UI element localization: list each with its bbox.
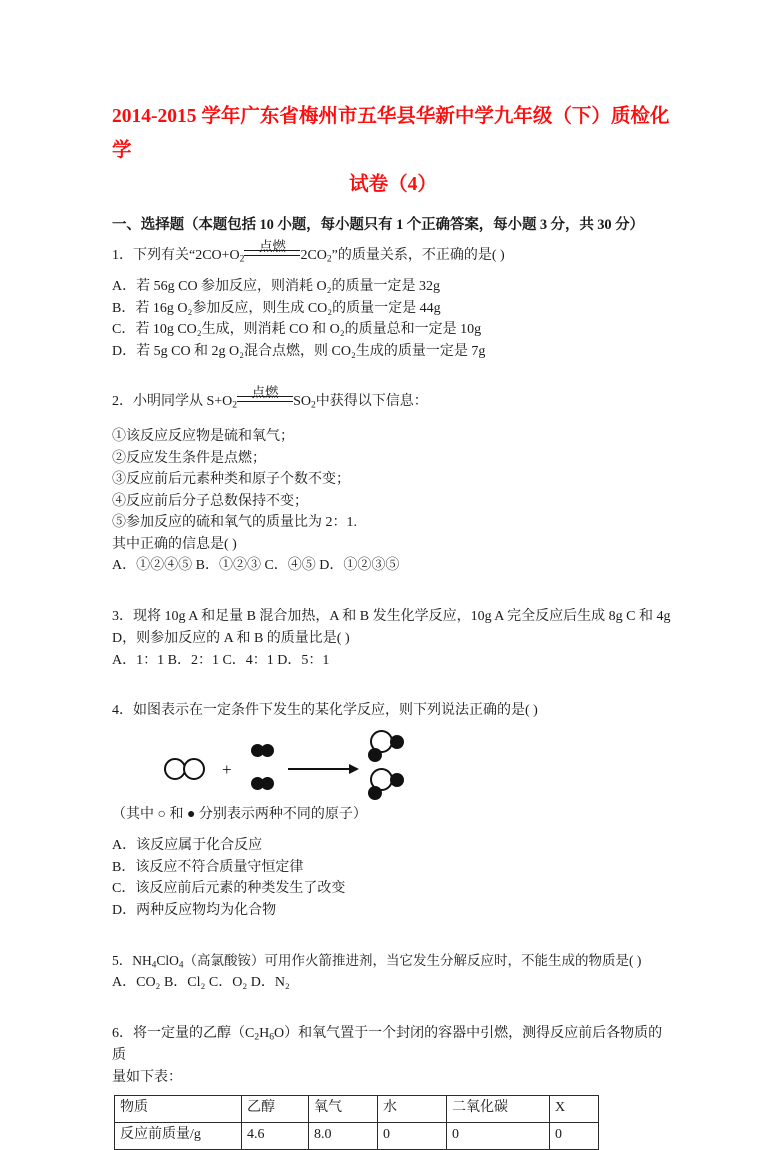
question-3 <box>112 606 674 672</box>
reaction-double-line <box>244 250 300 256</box>
question-6-stem-line-1 <box>112 1023 674 1067</box>
question-6-stem-line-2: 量如下表： <box>112 1069 182 1085</box>
question-5-stem <box>112 950 674 972</box>
substance-mass-table-wrapper <box>114 1095 674 1150</box>
question-6-sub-2: 6 <box>269 1031 274 1042</box>
question-3-number: 3． <box>112 608 133 624</box>
question-4-figure-caption: （其中 ○ 和 ● 分别表示两种不同的原子） <box>112 807 367 822</box>
question-1-stem-after: ”的质量关系，不正确的是( ) <box>331 248 505 263</box>
reaction-condition-label: 点燃 <box>258 238 286 254</box>
product-atom-solid-dot <box>390 773 404 787</box>
question-3-options: A．1：1 B．2：1 C．4：1 D．5：1 <box>112 652 330 668</box>
question-1-option-a: A．若 56g CO 参加反应，则消耗 O₂的质量一定是 32g <box>112 279 441 294</box>
product-atom-solid-dot <box>390 735 404 749</box>
reaction-double-line <box>237 396 293 402</box>
question-5-formula-part-2: ClO <box>156 953 179 968</box>
reactant-atom-solid-dot <box>261 744 274 757</box>
question-5-options: A．CO₂ B．Cl₂ C．O₂ D．N₂ <box>112 975 290 990</box>
question-1-stem-mid: 2CO <box>300 248 327 263</box>
table-header-water: 水 <box>378 1095 447 1122</box>
question-6-stem-mid-2: O）和氧气置于一个封闭的容器中引燃，测得反应前后各物质的质 <box>112 1025 663 1063</box>
question-3-stem-line-1 <box>112 606 674 628</box>
question-6 <box>112 1023 674 1150</box>
document-content <box>112 100 674 1150</box>
question-5-sub-2: 4 <box>178 959 184 970</box>
table-cell-ethanol-mass: 4.6 <box>242 1122 309 1149</box>
table-row <box>115 1122 599 1149</box>
question-2-subitem-4: ④反应前后分子总数保持不变； <box>112 493 308 509</box>
question-4-stem <box>112 700 674 722</box>
question-4-option-c: C．该反应前后元素的种类发生了改变 <box>112 881 346 896</box>
question-1-options <box>112 276 674 362</box>
table-header-carbon-dioxide: 二氧化碳 <box>447 1095 550 1122</box>
product-atom-solid-dot <box>368 748 382 762</box>
question-6-stem-before: 将一定量的乙醇（C <box>133 1025 255 1041</box>
molecular-reaction-figure <box>164 728 564 804</box>
table-cell-x-mass: 0 <box>550 1122 599 1149</box>
reaction-condition-label: 点燃 <box>251 384 279 400</box>
product-atom-solid-dot <box>368 786 382 800</box>
question-2-subitem-2: ②反应发生条件是点燃； <box>112 450 266 466</box>
table-header-ethanol: 乙醇 <box>242 1095 309 1122</box>
question-1 <box>112 238 674 362</box>
question-1-option-b: B．若 16g O₂参加反应，则生成 CO₂的质量一定是 44g <box>112 300 441 316</box>
table-row-label-mass-before: 反应前质量/g <box>115 1122 242 1149</box>
question-4-option-a: A．该反应属于化合反应 <box>112 838 263 853</box>
question-5 <box>112 950 674 994</box>
plus-sign: + <box>222 760 232 779</box>
question-4-option-d: D．两种反应物均为化合物 <box>112 902 277 918</box>
reaction-arrow-ignition <box>237 384 293 405</box>
question-3-stem-text-1: 现将 10g A 和足量 B 混合加热，A 和 B 发生化学反应，10g A 完全反应后生成 8g C 和 4g <box>133 608 671 624</box>
question-2 <box>112 384 674 577</box>
question-2-stem-before: 小明同学从 S+O <box>133 394 233 409</box>
question-1-number: 1． <box>112 248 133 263</box>
table-header-x: X <box>550 1095 599 1122</box>
reactant-atom-solid-dot <box>261 777 274 790</box>
reaction-arrow-line <box>288 768 350 770</box>
table-cell-water-mass: 0 <box>378 1122 447 1149</box>
reaction-arrow-head <box>349 764 359 774</box>
table-cell-oxygen-mass: 8.0 <box>309 1122 378 1149</box>
question-4-stem-text: 如图表示在一定条件下发生的某化学反应，则下列说法正确的是( ) <box>133 703 538 718</box>
question-2-sub-1: 2 <box>232 400 238 411</box>
table-cell-carbon-dioxide-mass: 0 <box>447 1122 550 1149</box>
section-header: 一、选择题（本题包括 10 小题，每小题只有 1 个正确答案，每小题 3 分，共 30 分） <box>112 217 644 233</box>
table-header-oxygen: 氧气 <box>309 1095 378 1122</box>
question-4-number: 4． <box>112 703 133 718</box>
question-2-subitem-1: ①该反应反应物是硫和氧气； <box>112 429 294 444</box>
question-2-subitem-5: ⑤参加反应的硫和氧气的质量比为 2：1. <box>112 515 357 530</box>
substance-mass-table <box>114 1095 599 1150</box>
table-header-substance: 物质 <box>115 1095 242 1122</box>
question-2-options: A．①②④⑤ B．①②③ C．④⑤ D．①②③⑤ <box>112 558 400 573</box>
question-2-stem-mid: SO <box>293 394 311 409</box>
reactant-atom-open-circle <box>183 758 205 780</box>
question-2-sub-2: 2 <box>310 400 316 411</box>
question-1-stem-before: 下列有关“2CO+O <box>133 248 240 263</box>
page-title <box>112 100 674 202</box>
question-6-stem-mid-1: H <box>259 1025 270 1041</box>
question-5-number: 5． <box>112 953 133 968</box>
question-4 <box>112 700 674 921</box>
question-2-subitems <box>112 426 674 534</box>
question-6-sub-1: 2 <box>254 1031 260 1042</box>
question-5-stem-rest: （高氯酸铵）可用作火箭推进剂，当它发生分解反应时，不能生成的物质是( ) <box>183 953 642 968</box>
question-6-number: 6． <box>112 1025 133 1041</box>
question-3-stem-line-2: D，则参加反应的 A 和 B 的质量比是( ) <box>112 630 350 646</box>
question-5-formula-part-1: NH <box>132 953 152 968</box>
question-1-sub-1: 2 <box>239 254 245 265</box>
table-row <box>115 1095 599 1122</box>
question-2-subitem-3: ③反应前后元素种类和原子个数不变； <box>112 472 350 487</box>
question-4-options <box>112 835 674 921</box>
question-2-number: 2． <box>112 394 133 409</box>
reaction-arrow-ignition <box>244 238 300 259</box>
question-1-option-d: D．若 5g CO 和 2g O₂混合点燃，则 CO₂生成的质量一定是 7g <box>112 343 486 359</box>
question-1-stem <box>112 238 674 267</box>
question-2-stem-after: 中获得以下信息： <box>315 394 428 409</box>
question-1-sub-2: 2 <box>326 254 332 265</box>
question-1-option-c: C．若 10g CO₂生成，则消耗 CO 和 O₂的质量总和一定是 10g <box>112 322 482 337</box>
question-2-prompt: 其中正确的信息是( ) <box>112 536 237 552</box>
question-4-option-b: B．该反应不符合质量守恒定律 <box>112 859 304 875</box>
question-5-sub-1: 4 <box>151 959 157 970</box>
question-2-stem <box>112 384 674 413</box>
page-title-line-1: 2014-2015 学年广东省梅州市五华县华新中学九年级（下）质检化学 <box>112 106 670 161</box>
page-title-line-2: 试卷（4） <box>349 174 437 195</box>
